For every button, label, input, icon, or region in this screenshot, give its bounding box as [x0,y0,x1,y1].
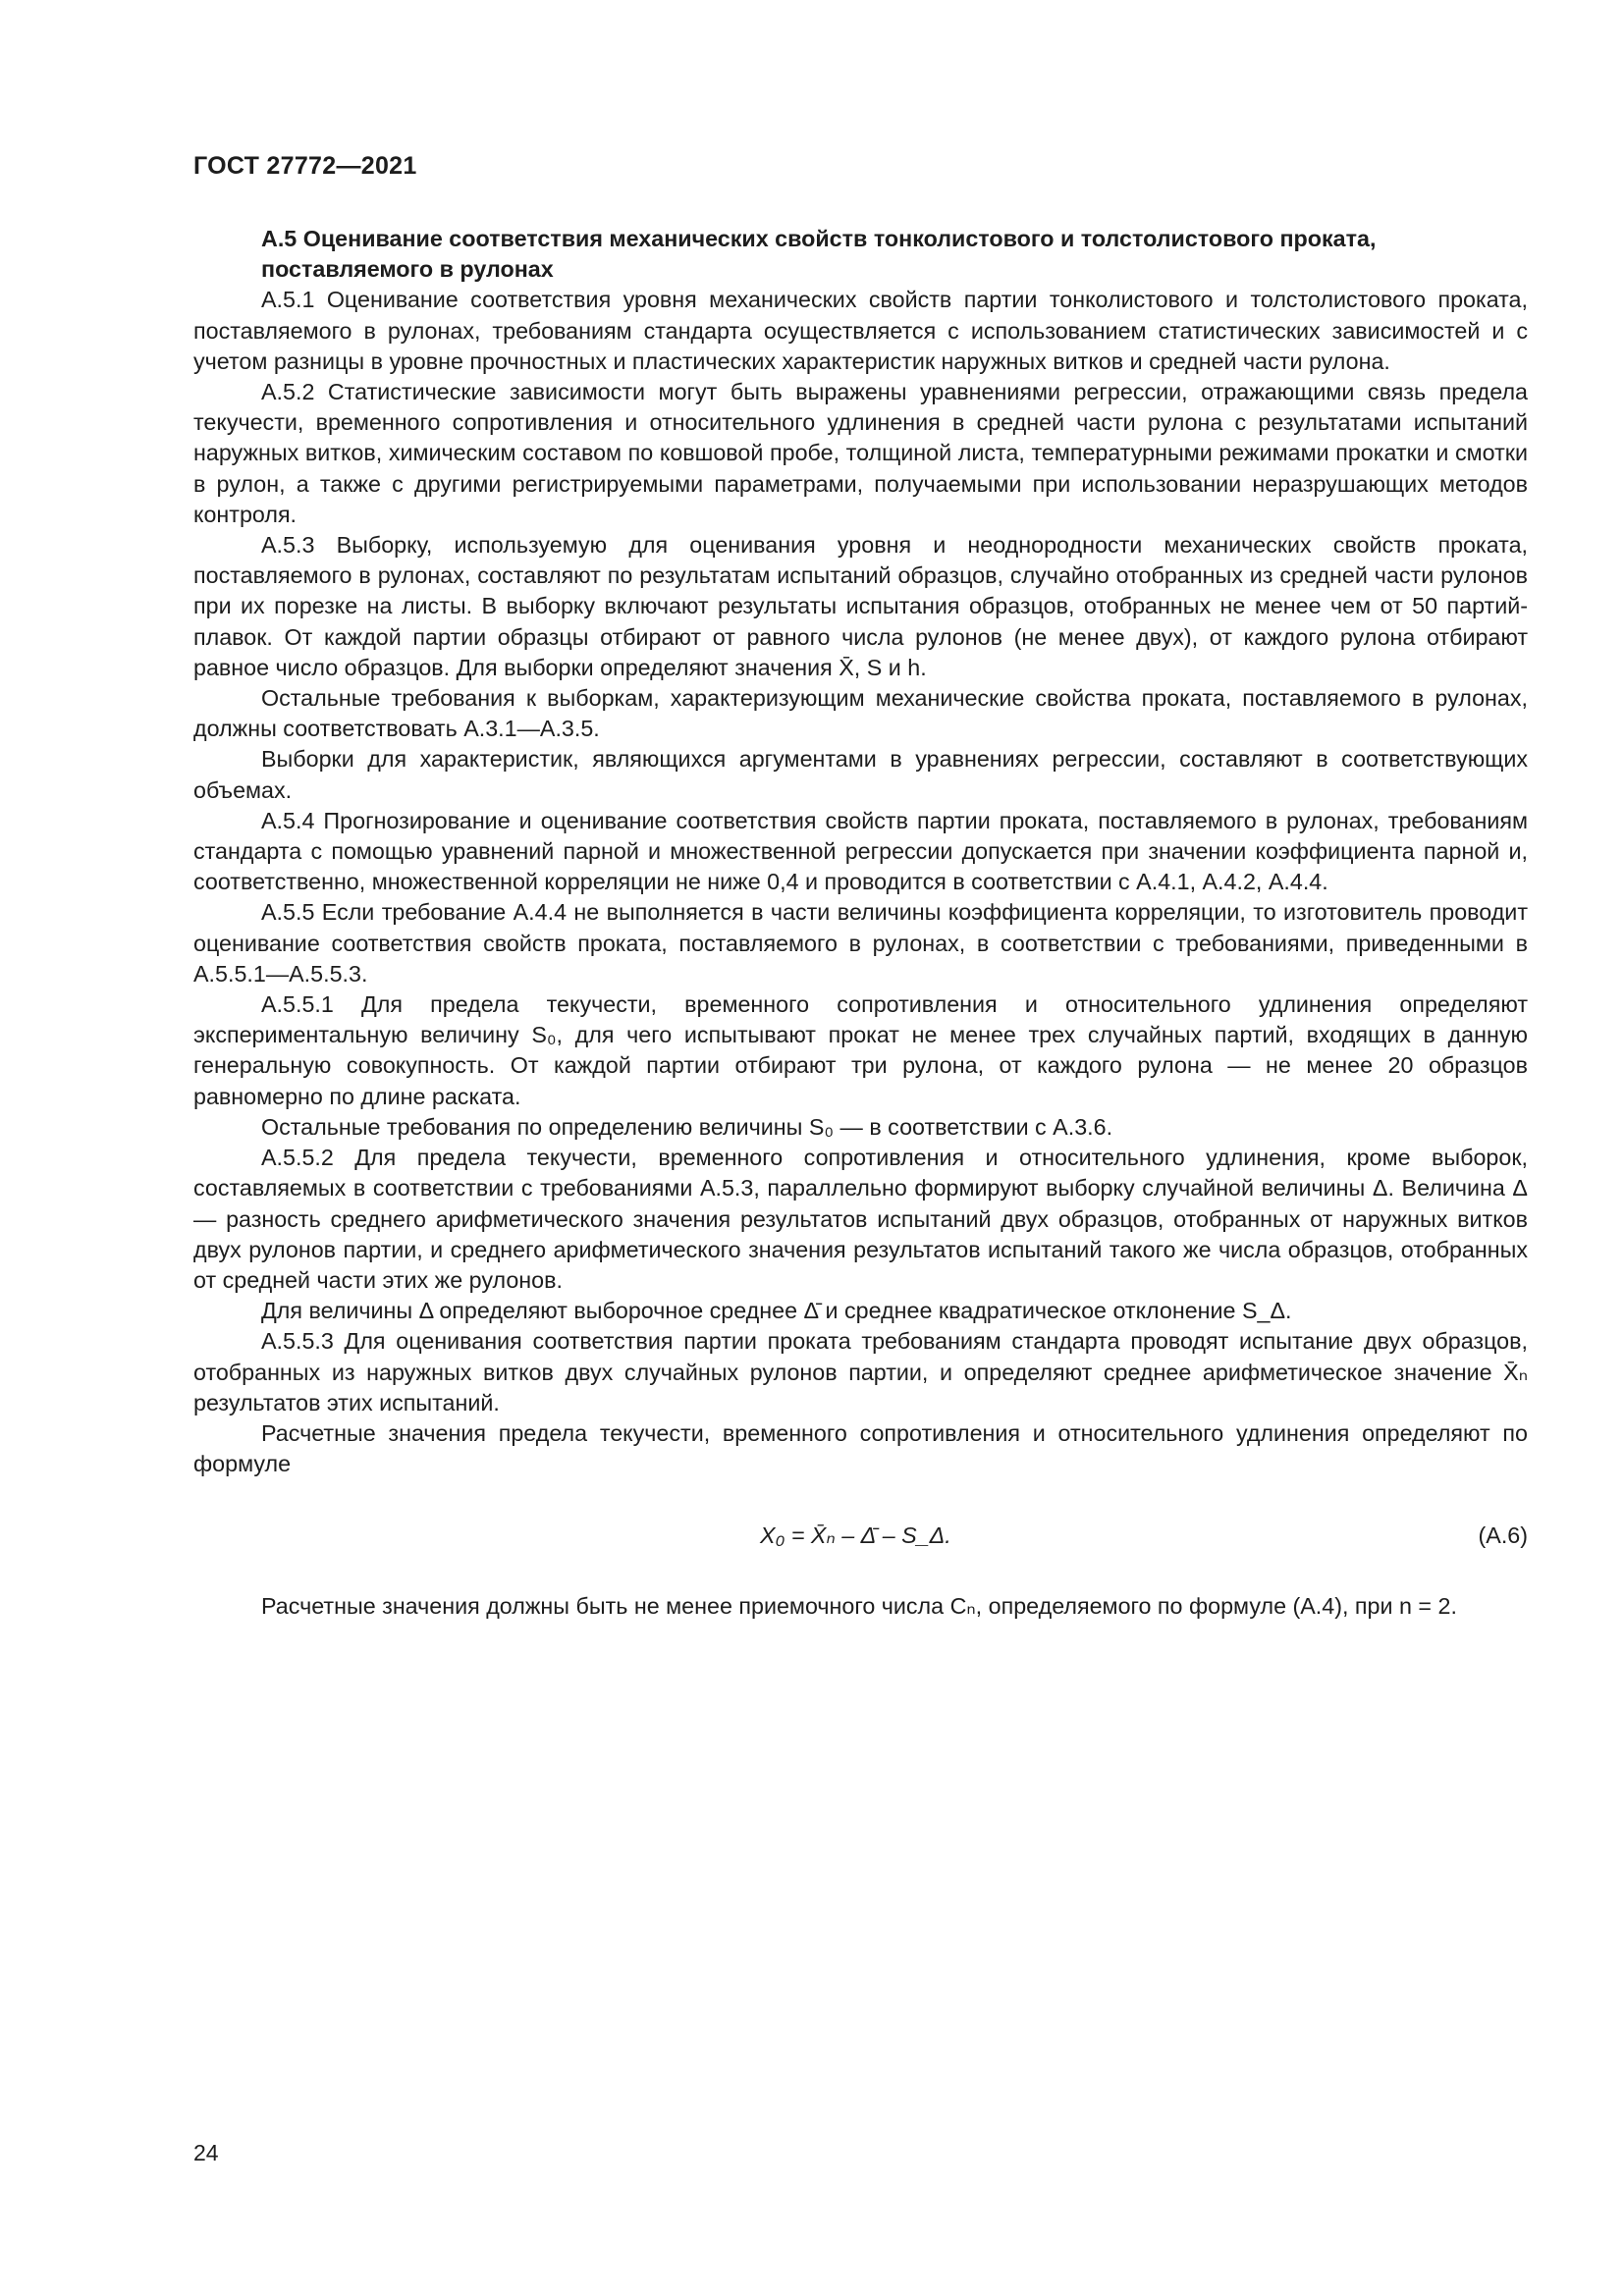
formula-number: (А.6) [1478,1522,1528,1549]
page-number: 24 [193,2140,219,2165]
paragraph-a-5-3: А.5.3 Выборку, используемую для оценивания уровня и неоднородности механических свойств проката, поставляемого в рулонах, составляют по результатам испытаний образцов, случайно отобранных из средней части рулонов при их порезке на листы. В выборку включают результаты испытания образцов, отобранных не менее чем от 50 партий-плавок. От каждой партии образцы отбирают от равного числа рулонов (не менее двух), от каждого рулона отбирают равное число образцов. Для выборки определяют значения X̄, S и h. [193,532,1528,680]
paragraph-a-5-5-2: А.5.5.2 Для предела текучести, временного сопротивления и относительного удлинения, кроме выборок, составляемых в соответствии с требованиями А.5.3, параллельно формируют выборку случайной величины Δ. Величина Δ — разность среднего арифметического значения результатов испытаний двух образцов, отобранных от наружных витков двух рулонов партии, и среднего арифметического значения результатов испытаний такого же числа образцов, отобранных от средней части этих же рулонов. [193,1145,1528,1293]
paragraph-regression-samples: Выборки для характеристик, являющихся аргументами в уравнениях регрессии, составляют в соответствующих объемах. [193,746,1528,803]
paragraph-sample-requirements: Остальные требования к выборкам, характеризующим механические свойства проката, поставляемого в рулонах, должны соответствовать А.3.1—А.3.5. [193,685,1528,742]
paragraph-a-5-5-1: А.5.5.1 Для предела текучести, временного сопротивления и относительного удлинения определяют экспериментальную величину S₀, для чего испытывают прокат не менее трех случайных партий, входящих в данную генеральную совокупность. От каждой партии отбирают три рулона, от каждого рулона — не менее 20 образцов равномерно по длине раската. [193,991,1528,1109]
paragraph-a-5-5-3: А.5.5.3 Для оценивания соответствия партии проката требованиям стандарта проводят испытание двух образцов, отобранных из наружных витков двух случайных рулонов партии, и определяют среднее арифметическое значение X̄ₙ результатов этих испытаний. [193,1328,1528,1415]
paragraph-a-5-5: А.5.5 Если требование А.4.4 не выполняется в части величины коэффициента корреляции, то изготовитель проводит оценивание соответствия свойств проката, поставляемого в рулонах, в соответствии с требованиями, приведенными в А.5.5.1—А.5.5.3. [193,899,1528,987]
document-body [193,224,1528,1623]
paragraph-closing: Расчетные значения должны быть не менее приемочного числа Cₙ, определяемого по формуле (А.4), при n = 2. [261,1593,1457,1620]
document-header: ГОСТ 27772—2021 [193,152,417,180]
paragraph-a-5-2: А.5.2 Статистические зависимости могут быть выражены уравнениями регрессии, отражающими связь предела текучести, временного сопротивления и относительного удлинения в средней части рулона с результатами испытаний наружных витков, химическим составом по ковшовой пробе, толщиной листа, температурными режимами прокатки и смотки в рулон, а также с другими регистрируемыми параметрами, получаемыми при использовании неразрушающих методов контроля. [193,379,1528,527]
formula-expression: X₀ = X̄ₙ – Δ̄ – S_Δ. [760,1522,951,1549]
paragraph-a-5-4: А.5.4 Прогнозирование и оценивание соответствия свойств партии проката, поставляемого в рулонах, требованиям стандарта с помощью уравнений парной и множественной регрессии допускается при значении коэффициента парной и, соответственно, множественной корреляции не ниже 0,4 и проводится в соответствии с А.4.1, А.4.2, А.4.4. [193,807,1528,895]
formula-row [261,1507,1528,1564]
paragraph-delta-stats: Для величины Δ определяют выборочное среднее Δ̄ и среднее квадратическое отклонение S_Δ. [261,1298,1292,1324]
paragraph-a-5-1: А.5.1 Оценивание соответствия уровня механических свойств партии тонколистового и толстолистового проката, поставляемого в рулонах, требованиям стандарта осуществляется с использованием статистических зависимостей и с учетом разницы в уровне прочностных и пластических характеристик наружных витков и средней части рулона. [193,287,1528,374]
section-title: А.5 Оценивание соответствия механических свойств тонколистового и толстолистового проката, поставляемого в рулонах [261,226,1377,283]
paragraph-formula-intro: Расчетные значения предела текучести, временного сопротивления и относительного удлинения определяют по формуле [193,1419,1528,1477]
paragraph-s0-requirements: Остальные требования по определению величины S₀ — в соответствии с А.3.6. [261,1113,1113,1140]
